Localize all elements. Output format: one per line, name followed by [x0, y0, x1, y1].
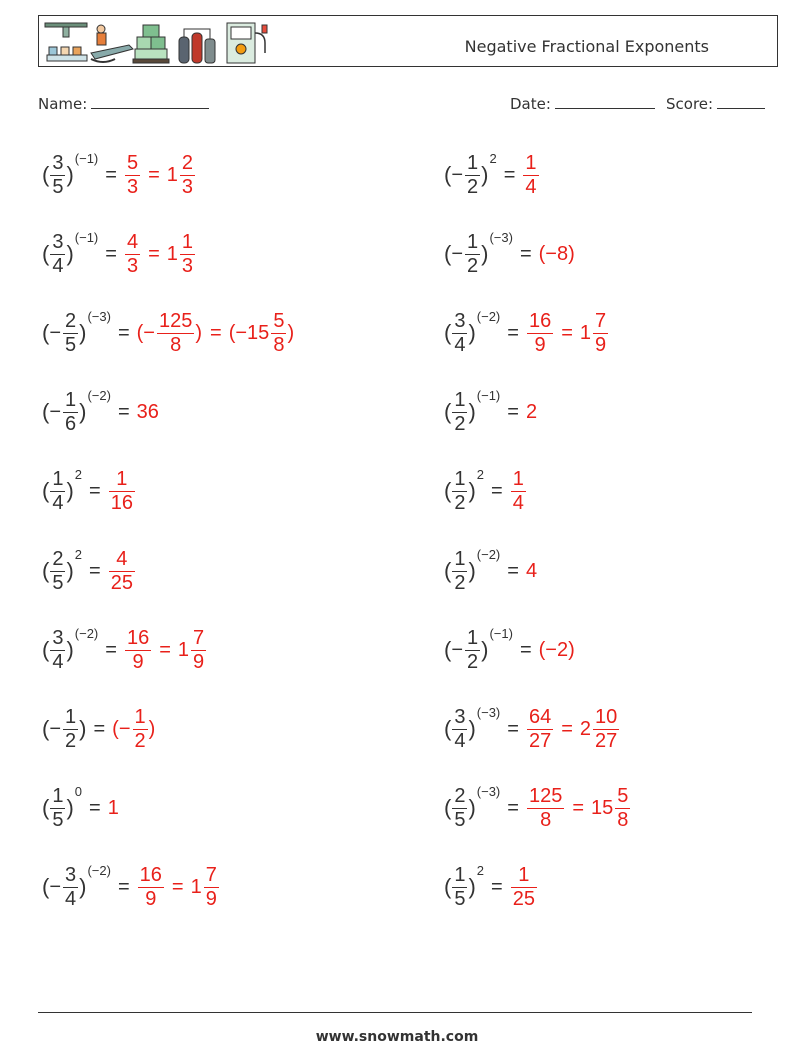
denominator: 9 — [145, 887, 157, 910]
numerator: 1 — [65, 705, 77, 728]
negative-sign: − — [49, 875, 62, 898]
numerator: 7 — [595, 309, 607, 332]
equals-sign: = — [89, 559, 101, 582]
problem-item — [42, 143, 196, 207]
close-paren: ) — [79, 874, 87, 899]
answer-text: (−8) — [538, 242, 575, 265]
answer-equals: = — [561, 717, 573, 740]
numerator: 1 — [454, 467, 466, 490]
answer — [539, 639, 576, 662]
exponent: (−1) — [489, 626, 513, 641]
open-paren: ( — [42, 320, 50, 345]
open-paren: ( — [444, 716, 452, 741]
base-fraction — [452, 707, 467, 752]
answer — [522, 153, 539, 198]
denominator: 27 — [595, 729, 618, 752]
numerator: 10 — [595, 705, 618, 728]
exponent: (−3) — [476, 705, 501, 720]
answer-text: (− — [136, 321, 155, 344]
answer — [539, 243, 576, 266]
close-paren: ) — [66, 558, 74, 583]
denominator: 5 — [52, 571, 64, 594]
answer-text: 1 — [190, 875, 202, 898]
denominator: 4 — [52, 254, 64, 277]
close-paren: ) — [468, 399, 476, 424]
numerator: 3 — [454, 309, 466, 332]
equals-sign: = — [491, 875, 503, 898]
answer-equals: = — [171, 875, 184, 898]
open-paren: ( — [444, 478, 452, 503]
problem-item — [444, 222, 576, 286]
open-paren: ( — [444, 637, 452, 662]
negative-sign: − — [49, 321, 62, 344]
exponent: 2 — [476, 863, 485, 878]
close-paren: ) — [468, 478, 476, 503]
date-blank[interactable] — [555, 93, 655, 109]
exponent: 2 — [476, 467, 485, 482]
numerator: 16 — [126, 626, 150, 649]
answer-text: 36 — [136, 400, 159, 423]
numerator: 1 — [525, 151, 537, 174]
answer-fraction — [593, 707, 619, 752]
answer — [108, 549, 136, 594]
denominator: 9 — [205, 887, 217, 910]
answer-text: 1 — [166, 163, 178, 186]
base-fraction — [63, 390, 78, 435]
base-fraction — [452, 311, 467, 356]
denominator: 4 — [454, 729, 466, 752]
numerator: 7 — [193, 626, 205, 649]
denominator: 2 — [467, 650, 479, 673]
answer-fraction — [138, 865, 164, 910]
close-paren: ) — [66, 637, 74, 662]
numerator: 1 — [52, 467, 64, 490]
denominator: 5 — [52, 175, 64, 198]
numerator: 1 — [454, 547, 466, 570]
page-title: Negative Fractional Exponents — [464, 37, 709, 56]
numerator: 2 — [65, 309, 77, 332]
numerator: 125 — [528, 784, 563, 807]
exponent: 2 — [74, 547, 83, 562]
answer-equals: = — [159, 638, 171, 661]
denominator: 4 — [454, 333, 466, 356]
answer-text: ) — [148, 717, 156, 740]
denominator: 2 — [454, 491, 466, 514]
numerator: 125 — [158, 309, 193, 332]
answer-text: (−2) — [538, 638, 575, 661]
workbench-icon — [45, 23, 87, 61]
numerator: 4 — [116, 547, 128, 570]
answer-fraction — [125, 153, 140, 198]
answer — [112, 707, 156, 752]
base-fraction — [63, 707, 78, 752]
close-paren: ) — [66, 162, 74, 187]
problem-item — [42, 539, 136, 603]
answer-fraction — [125, 628, 151, 673]
denominator: 4 — [65, 887, 77, 910]
open-paren: ( — [42, 637, 50, 662]
answer-fraction — [125, 232, 140, 277]
close-paren: ) — [79, 716, 87, 741]
answer — [510, 865, 538, 910]
answer-fraction — [615, 786, 630, 831]
exponent: (−3) — [476, 784, 501, 799]
problem-item — [444, 855, 538, 919]
close-paren: ) — [468, 558, 476, 583]
denominator: 3 — [181, 254, 194, 277]
open-paren: ( — [42, 716, 50, 741]
denominator: 16 — [110, 491, 133, 514]
denominator: 6 — [65, 412, 77, 435]
footer-divider — [38, 1012, 752, 1013]
exponent: (−1) — [476, 388, 501, 403]
answer-text: 1 — [166, 242, 178, 265]
answer-text: 4 — [525, 559, 538, 582]
denominator: 8 — [170, 333, 182, 356]
open-paren: ( — [444, 162, 452, 187]
answer-text: 1 — [579, 321, 592, 344]
name-blank[interactable] — [91, 93, 209, 109]
answer-text: (− — [112, 717, 131, 740]
denominator: 25 — [110, 571, 133, 594]
open-paren: ( — [42, 399, 50, 424]
answer-fraction — [109, 469, 135, 514]
base-fraction — [452, 786, 467, 831]
base-fraction — [465, 628, 480, 673]
denominator: 2 — [467, 254, 479, 277]
problem-item — [42, 301, 295, 365]
numerator: 3 — [52, 626, 64, 649]
problem-item — [444, 618, 576, 682]
numerator: 3 — [65, 863, 77, 886]
worksheet-header — [38, 15, 778, 67]
open-paren: ( — [444, 399, 452, 424]
open-paren: ( — [42, 795, 50, 820]
answer-fraction — [527, 786, 564, 831]
numerator: 1 — [454, 388, 466, 411]
answer-fraction — [271, 311, 286, 356]
problem-item — [444, 539, 538, 603]
equals-sign: = — [117, 400, 130, 423]
answer-text: 2 — [525, 400, 538, 423]
problem-item — [42, 380, 160, 444]
answer — [108, 469, 136, 514]
answer-text: ) — [287, 321, 295, 344]
answer — [526, 401, 538, 424]
problem-item — [42, 459, 136, 523]
open-paren: ( — [444, 558, 452, 583]
open-paren: ( — [42, 874, 50, 899]
answer — [526, 786, 631, 831]
denominator: 5 — [454, 808, 466, 831]
numerator: 2 — [52, 547, 64, 570]
open-paren: ( — [444, 241, 452, 266]
base-fraction — [465, 153, 480, 198]
gas-pump-icon — [227, 23, 267, 63]
close-paren: ) — [468, 874, 476, 899]
open-paren: ( — [42, 558, 50, 583]
equals-sign: = — [507, 559, 519, 582]
answer-fraction — [109, 549, 135, 594]
open-paren: ( — [444, 320, 452, 345]
numerator: 3 — [52, 230, 64, 253]
negative-sign: − — [49, 717, 62, 740]
numerator: 1 — [467, 151, 479, 174]
numerator: 7 — [205, 863, 217, 886]
equals-sign: = — [507, 400, 519, 423]
score-field — [666, 93, 765, 113]
answer-equals: = — [148, 242, 160, 265]
numerator: 5 — [126, 151, 139, 174]
name-field — [38, 93, 209, 113]
numerator: 3 — [454, 705, 466, 728]
exponent: (−2) — [74, 626, 99, 641]
negative-sign: − — [451, 242, 464, 265]
numerator: 2 — [181, 151, 194, 174]
denominator: 9 — [534, 333, 546, 356]
numerator: 1 — [512, 467, 524, 490]
negative-sign: − — [451, 163, 464, 186]
base-fraction — [452, 865, 467, 910]
equals-sign: = — [117, 321, 130, 344]
denominator: 3 — [181, 175, 194, 198]
answer — [137, 401, 160, 424]
close-paren: ) — [79, 320, 87, 345]
close-paren: ) — [66, 795, 74, 820]
numerator: 4 — [126, 230, 139, 253]
equals-sign: = — [519, 242, 532, 265]
answer-fraction — [527, 707, 553, 752]
answer — [526, 707, 620, 752]
numerator: 5 — [273, 309, 285, 332]
answer — [137, 311, 295, 356]
answer-equals: = — [148, 163, 160, 186]
answer-text: 1 — [177, 638, 190, 661]
close-paren: ) — [481, 241, 489, 266]
answer-fraction — [593, 311, 608, 356]
denominator: 8 — [617, 808, 629, 831]
equals-sign: = — [507, 796, 519, 819]
denominator: 3 — [126, 254, 139, 277]
exponent: (−2) — [87, 388, 111, 403]
problem-item — [42, 697, 156, 761]
answer-text: ) — [195, 321, 203, 344]
close-paren: ) — [468, 716, 476, 741]
equals-sign: = — [89, 479, 101, 502]
problem-item — [444, 380, 538, 444]
problem-item — [444, 143, 540, 207]
numerator: 1 — [65, 388, 77, 411]
answer-fraction — [511, 469, 526, 514]
answer — [137, 865, 220, 910]
close-paren: ) — [468, 320, 476, 345]
base-fraction — [63, 311, 78, 356]
problem-item — [42, 776, 120, 840]
close-paren: ) — [468, 795, 476, 820]
answer-fraction — [157, 311, 194, 356]
equals-sign: = — [105, 163, 117, 186]
answer-fraction — [523, 153, 538, 198]
numerator: 1 — [134, 705, 146, 728]
exponent: 2 — [74, 467, 83, 482]
answer — [526, 311, 609, 356]
date-field — [510, 93, 655, 113]
base-fraction — [452, 549, 467, 594]
answer-fraction — [133, 707, 148, 752]
denominator: 27 — [528, 729, 552, 752]
name-label: Name: — [38, 95, 88, 113]
answer-text: 1 — [107, 796, 119, 819]
footer-url: www.snowmath.com — [315, 1029, 479, 1045]
denominator: 8 — [273, 333, 285, 356]
equals-sign: = — [89, 796, 101, 819]
open-paren: ( — [42, 478, 50, 503]
exponent: (−2) — [476, 547, 501, 562]
answer-equals: = — [561, 321, 573, 344]
denominator: 4 — [52, 650, 64, 673]
header-illustration — [43, 19, 271, 65]
numerator: 5 — [617, 784, 629, 807]
exponent: 2 — [489, 151, 497, 166]
answer-text: (−15 — [228, 321, 270, 344]
date-label: Date: — [510, 95, 551, 113]
denominator: 2 — [467, 175, 479, 198]
exponent: (−3) — [87, 309, 111, 324]
answer-fraction — [204, 865, 219, 910]
answer-equals: = — [210, 321, 222, 344]
numerator: 2 — [454, 784, 466, 807]
equals-sign: = — [507, 717, 519, 740]
numerator: 1 — [467, 230, 479, 253]
base-fraction — [50, 786, 65, 831]
problem-item — [444, 459, 527, 523]
equals-sign: = — [507, 321, 519, 344]
answer — [124, 232, 196, 277]
problem-item — [42, 222, 196, 286]
close-paren: ) — [66, 478, 74, 503]
numerator: 1 — [518, 863, 530, 886]
equals-sign: = — [93, 717, 106, 740]
answer-text: 15 — [591, 796, 614, 819]
base-fraction — [50, 232, 65, 277]
answer-fraction — [511, 865, 537, 910]
numerator: 3 — [52, 151, 64, 174]
denominator: 2 — [134, 729, 146, 752]
numerator: 1 — [454, 863, 466, 886]
denominator: 9 — [595, 333, 607, 356]
answer-text: 2 — [579, 717, 592, 740]
denominator: 5 — [65, 333, 77, 356]
answer — [108, 797, 120, 820]
equals-sign: = — [491, 479, 503, 502]
exponent: (−1) — [74, 151, 99, 166]
base-fraction — [465, 232, 480, 277]
base-fraction — [50, 549, 65, 594]
answer — [526, 560, 538, 583]
equals-sign: = — [105, 638, 117, 661]
answer-fraction — [191, 628, 206, 673]
denominator: 8 — [540, 808, 552, 831]
answer — [124, 628, 207, 673]
denominator: 3 — [126, 175, 139, 198]
numerator: 64 — [528, 705, 552, 728]
exponent: (−2) — [476, 309, 501, 324]
denominator: 4 — [52, 491, 64, 514]
denominator: 5 — [52, 808, 64, 831]
answer-fraction — [527, 311, 553, 356]
answer — [124, 153, 196, 198]
base-fraction — [50, 628, 65, 673]
answer-equals: = — [572, 796, 585, 819]
equals-sign: = — [519, 638, 532, 661]
open-paren: ( — [42, 241, 50, 266]
base-fraction — [50, 153, 65, 198]
negative-sign: − — [49, 400, 62, 423]
problem-item — [444, 697, 620, 761]
answer-fraction — [180, 232, 195, 277]
problem-item — [444, 776, 631, 840]
negative-sign: − — [451, 638, 464, 661]
denominator: 5 — [454, 887, 466, 910]
answer-fraction — [180, 153, 195, 198]
base-fraction — [50, 469, 65, 514]
answer — [510, 469, 527, 514]
close-paren: ) — [481, 162, 489, 187]
numerator: 1 — [116, 467, 128, 490]
denominator: 2 — [454, 571, 466, 594]
denominator: 2 — [454, 412, 466, 435]
exponent: (−3) — [489, 230, 513, 245]
numerator: 1 — [467, 626, 479, 649]
denominator: 9 — [193, 650, 205, 673]
close-paren: ) — [79, 399, 87, 424]
equals-sign: = — [105, 242, 117, 265]
gas-cylinders-icon — [179, 29, 215, 63]
problem-item — [42, 855, 220, 919]
close-paren: ) — [481, 637, 489, 662]
equals-sign: = — [503, 163, 516, 186]
denominator: 4 — [512, 491, 524, 514]
exponent: (−1) — [74, 230, 99, 245]
numerator: 1 — [181, 230, 194, 253]
score-label: Score: — [666, 95, 714, 113]
base-fraction — [63, 865, 78, 910]
problem-item — [42, 618, 207, 682]
problem-item — [444, 301, 609, 365]
denominator: 9 — [132, 650, 144, 673]
equals-sign: = — [117, 875, 130, 898]
numerator: 16 — [528, 309, 552, 332]
exponent: (−2) — [87, 863, 111, 878]
open-paren: ( — [444, 795, 452, 820]
numerator: 1 — [52, 784, 64, 807]
close-paren: ) — [66, 241, 74, 266]
denominator: 25 — [512, 887, 535, 910]
base-fraction — [452, 390, 467, 435]
denominator: 4 — [525, 175, 537, 198]
mechanic-icon — [91, 25, 133, 62]
open-paren: ( — [42, 162, 50, 187]
exponent: 0 — [74, 784, 83, 799]
denominator: 2 — [65, 729, 77, 752]
score-blank[interactable] — [717, 93, 765, 109]
base-fraction — [452, 469, 467, 514]
crates-icon — [133, 25, 169, 63]
open-paren: ( — [444, 874, 452, 899]
numerator: 16 — [139, 863, 162, 886]
